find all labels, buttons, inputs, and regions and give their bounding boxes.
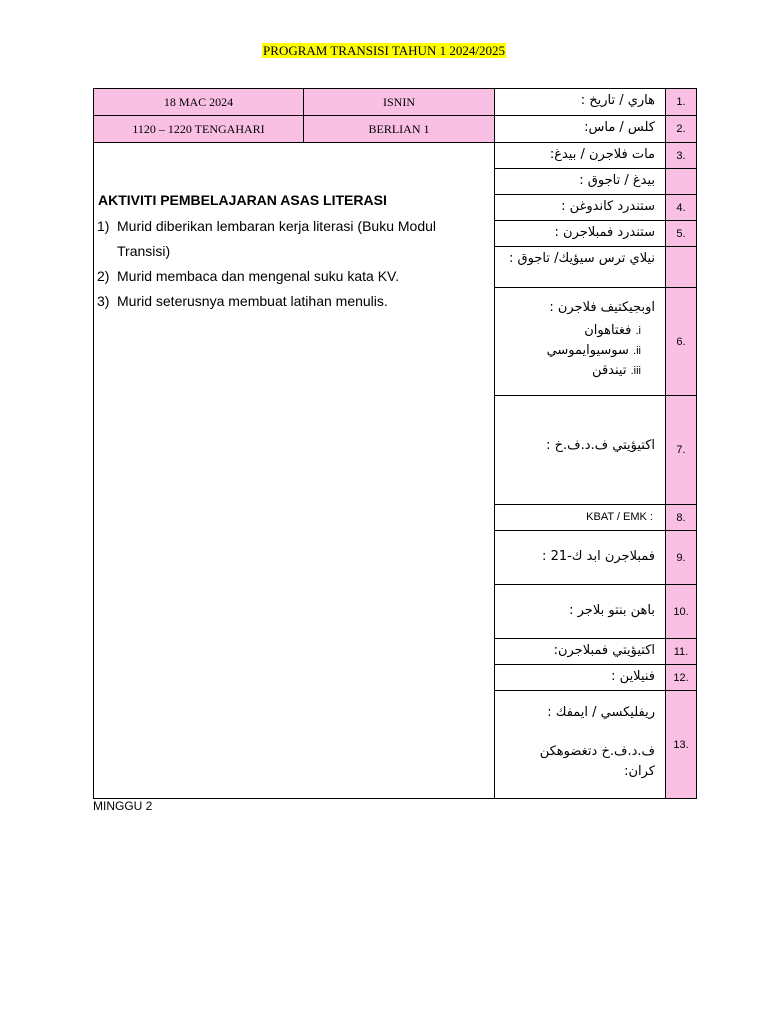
row-number-4: 4. — [665, 194, 697, 221]
reflection-text: ف.د.ف.خ دتغضوهكن كران: — [539, 744, 655, 779]
row-number-5: 5. — [665, 220, 697, 247]
row-number-1: 1. — [665, 88, 697, 116]
list-item: 1) Murid diberikan lembaran kerja literasi (Buku Modul — [97, 218, 437, 234]
time-cell — [93, 115, 304, 143]
row-number-12: 12. — [665, 664, 697, 691]
row-number-9: 9. — [665, 530, 697, 585]
date-label-cell — [494, 88, 666, 116]
week-label: MINGGU 2 — [93, 799, 153, 813]
row-number-8: 8. — [665, 504, 697, 531]
row-number-10: 10. — [665, 584, 697, 639]
date-label: هاري / تاريخ : — [580, 93, 655, 108]
day-cell — [303, 88, 495, 116]
reflection-field — [494, 690, 666, 799]
day-value: ISNIN — [383, 94, 415, 109]
pdpc-activity-field: اكتيؤيتي ف.د.ف.خ : — [494, 395, 666, 505]
row-number-2: 2. — [665, 115, 697, 143]
teaching-aids-field: باهن بنتو بلاجر : — [494, 584, 666, 639]
list-item: 3) Murid seterusnya membuat latihan menulis. — [97, 293, 388, 309]
objectives-field — [494, 287, 666, 396]
activity-heading: AKTIVITI PEMBELAJARAN ASAS LITERASI — [98, 192, 387, 208]
objectives-title: اوبجيكتيف فلاجرن : — [549, 300, 655, 315]
date-cell — [93, 88, 304, 116]
title-container — [0, 42, 768, 60]
class-value: BERLIAN 1 — [368, 121, 430, 136]
activity-list — [97, 214, 487, 314]
list-item: iii. تيندقن — [592, 363, 641, 378]
list-item: Transisi) — [117, 243, 171, 259]
row-number-13: 13. — [665, 690, 697, 799]
row-number-blank-2 — [665, 246, 697, 288]
subject-field: مات فلاجرن / بيدغ: — [494, 142, 666, 169]
values-field: نيلاي ترس سيؤيك/ تاجوق : — [494, 246, 666, 288]
learning-standard-field: ستندرد فمبلاجرن : — [494, 220, 666, 247]
row-number-6: 6. — [665, 287, 697, 396]
21st-century-learning-field: فمبلاجرن ابد ك-21 : — [494, 530, 666, 585]
kbat-emk-field: KBAT / EMK : — [494, 504, 666, 531]
row-number-7: 7. — [665, 395, 697, 505]
content-standard-field: ستندرد كاندوغن : — [494, 194, 666, 221]
date-value: 18 MAC 2024 — [163, 94, 234, 109]
learning-activity-field: اكتيؤيتي فمبلاجرن: — [494, 638, 666, 665]
assessment-field: فنيلاين : — [494, 664, 666, 691]
list-item: i. فغتاهوان — [584, 323, 641, 338]
document-title: PROGRAM TRANSISI TAHUN 1 2024/2025 — [263, 43, 505, 58]
class-label: كلس / ماس: — [584, 120, 655, 135]
time-value: 1120 – 1220 TENGAHARI — [132, 121, 265, 136]
row-number-3: 3. — [665, 142, 697, 169]
reflection-title: ريفليكسي / ايمفك : — [547, 705, 655, 720]
class-cell — [303, 115, 495, 143]
row-number-11: 11. — [665, 638, 697, 665]
topic-field: بيدغ / تاجوق : — [494, 168, 666, 195]
list-item: 2) Murid membaca dan mengenal suku kata KV. — [97, 268, 399, 284]
class-label-cell — [494, 115, 666, 143]
list-item: ii. سوسيوايموسي — [546, 343, 641, 358]
row-number-blank — [665, 168, 697, 195]
